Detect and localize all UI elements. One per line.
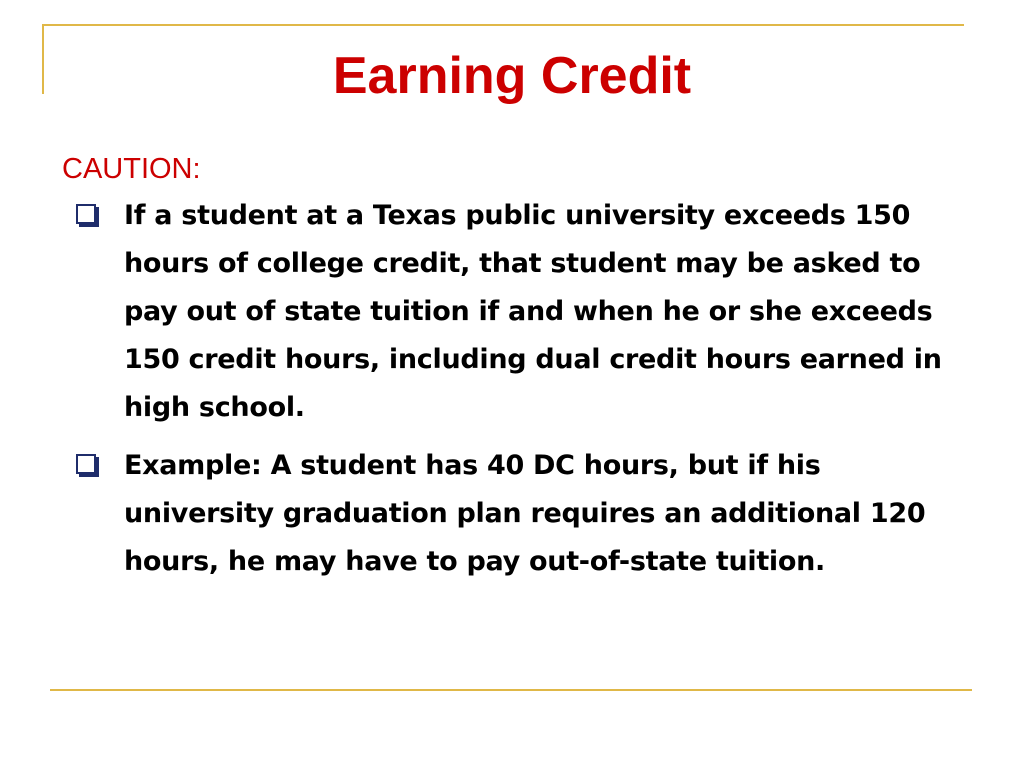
bullet-item-1 bbox=[70, 192, 970, 432]
bullet-text-2: Example: A student has 40 DC hours, but if his university graduation plan requires an additional 120 hours, he may have to pay out-of-state tuition. bbox=[124, 450, 926, 577]
slide-title: Earning Credit bbox=[332, 47, 692, 105]
checkbox-bullet-icon bbox=[76, 204, 96, 224]
checkbox-bullet-icon bbox=[76, 454, 96, 474]
frame-bottom-line bbox=[50, 689, 972, 691]
bullet-text-1: If a student at a Texas public university exceeds 150 hours of college credit, that student may be asked to pay out of state tuition if and when he or she exceeds 150 credit hours, including dual credit hours earned in high school. bbox=[124, 200, 942, 423]
bullet-item-2 bbox=[70, 442, 970, 586]
bullet-list bbox=[70, 192, 970, 596]
caution-label: CAUTION: bbox=[62, 153, 201, 185]
frame-top-line bbox=[42, 24, 964, 26]
